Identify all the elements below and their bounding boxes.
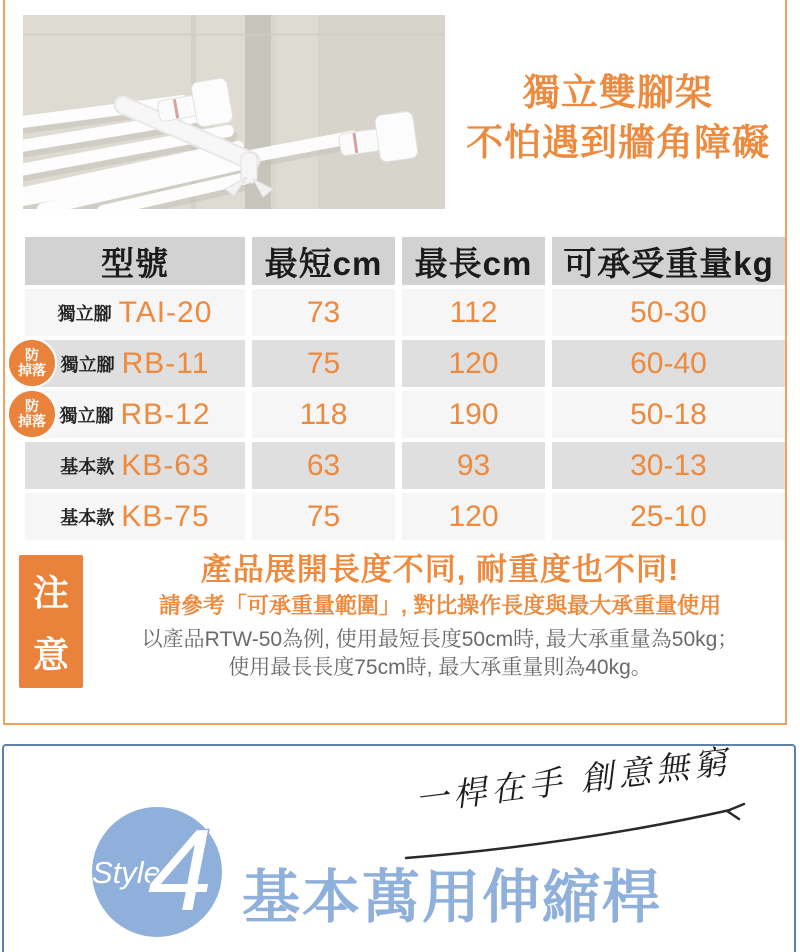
spec-table [18, 237, 785, 540]
model-type-label: 獨立腳 [57, 303, 112, 324]
hero-headline-line1: 獨立雙腳架 [523, 72, 713, 113]
table-cell-max: 93 [402, 442, 545, 489]
notice-subtitle: 請參考「可承重量範圍」, 對比操作長度與最大承重量使用 [158, 593, 722, 618]
anti-drop-badge-line2: 掉落 [18, 362, 46, 378]
model-type-label: 基本款 [60, 456, 115, 477]
hero-headline [443, 68, 793, 168]
table-row-model [18, 391, 245, 438]
product-photo [23, 15, 445, 209]
col-header-min-cm: 最短cm [252, 237, 395, 285]
notice-content [90, 552, 790, 682]
table-row-model [18, 340, 245, 387]
notice-label-char1: 注 [32, 572, 69, 614]
table-cell-load: 25-10 [552, 493, 785, 540]
table-row-model [25, 289, 245, 336]
style-number: 4 [148, 805, 213, 935]
model-type-label: 基本款 [60, 507, 115, 528]
notice-label-char2: 意 [32, 633, 69, 675]
anti-drop-badge-line2: 掉落 [18, 413, 46, 429]
table-cell-max: 120 [402, 493, 545, 540]
model-name: KB-63 [121, 448, 210, 482]
hero-headline-line2: 不怕遇到牆角障礙 [466, 122, 770, 163]
style-section-title: 基本萬用伸縮桿 [242, 865, 663, 930]
model-type-label: 獨立腳 [59, 405, 114, 426]
model-name: TAI-20 [118, 295, 213, 329]
table-cell-min: 73 [252, 289, 395, 336]
table-cell-min: 63 [252, 442, 395, 489]
table-cell-load: 50-30 [552, 289, 785, 336]
col-header-model: 型號 [25, 237, 245, 285]
orange-section-frame [3, 0, 787, 725]
model-name: RB-11 [121, 346, 210, 380]
model-type-label: 獨立腳 [60, 354, 115, 375]
handwritten-slogan: 一桿在手 創意無窮 [413, 742, 734, 819]
table-row-model [25, 493, 245, 540]
table-cell-min: 118 [252, 391, 395, 438]
table-cell-max: 112 [402, 289, 545, 336]
model-name: RB-12 [120, 397, 211, 431]
table-cell-load: 60-40 [552, 340, 785, 387]
model-name: KB-75 [121, 499, 210, 533]
col-header-load-kg: 可承受重量kg [552, 237, 785, 285]
anti-drop-badge-line1: 防 [25, 398, 39, 414]
notice-title: 產品展開長度不同, 耐重度也不同! [200, 552, 680, 587]
table-cell-min: 75 [252, 340, 395, 387]
anti-drop-badge [7, 389, 57, 439]
table-cell-max: 190 [402, 391, 545, 438]
notice-label [19, 555, 83, 688]
table-row-model [25, 442, 245, 489]
table-cell-load: 30-13 [552, 442, 785, 489]
table-cell-load: 50-18 [552, 391, 785, 438]
anti-drop-badge-line1: 防 [25, 347, 39, 363]
notice-body-line2: 使用最長長度75cm時, 最大承重量則為40kg。 [228, 656, 652, 679]
style-label: Style [92, 855, 161, 890]
anti-drop-badge [7, 338, 57, 388]
table-cell-min: 75 [252, 493, 395, 540]
table-cell-max: 120 [402, 340, 545, 387]
col-header-max-cm: 最長cm [402, 237, 545, 285]
style-badge [86, 798, 266, 948]
notice-body-line1: 以產品RTW-50為例, 使用最短長度50cm時, 最大承重量為50kg； [141, 628, 739, 651]
